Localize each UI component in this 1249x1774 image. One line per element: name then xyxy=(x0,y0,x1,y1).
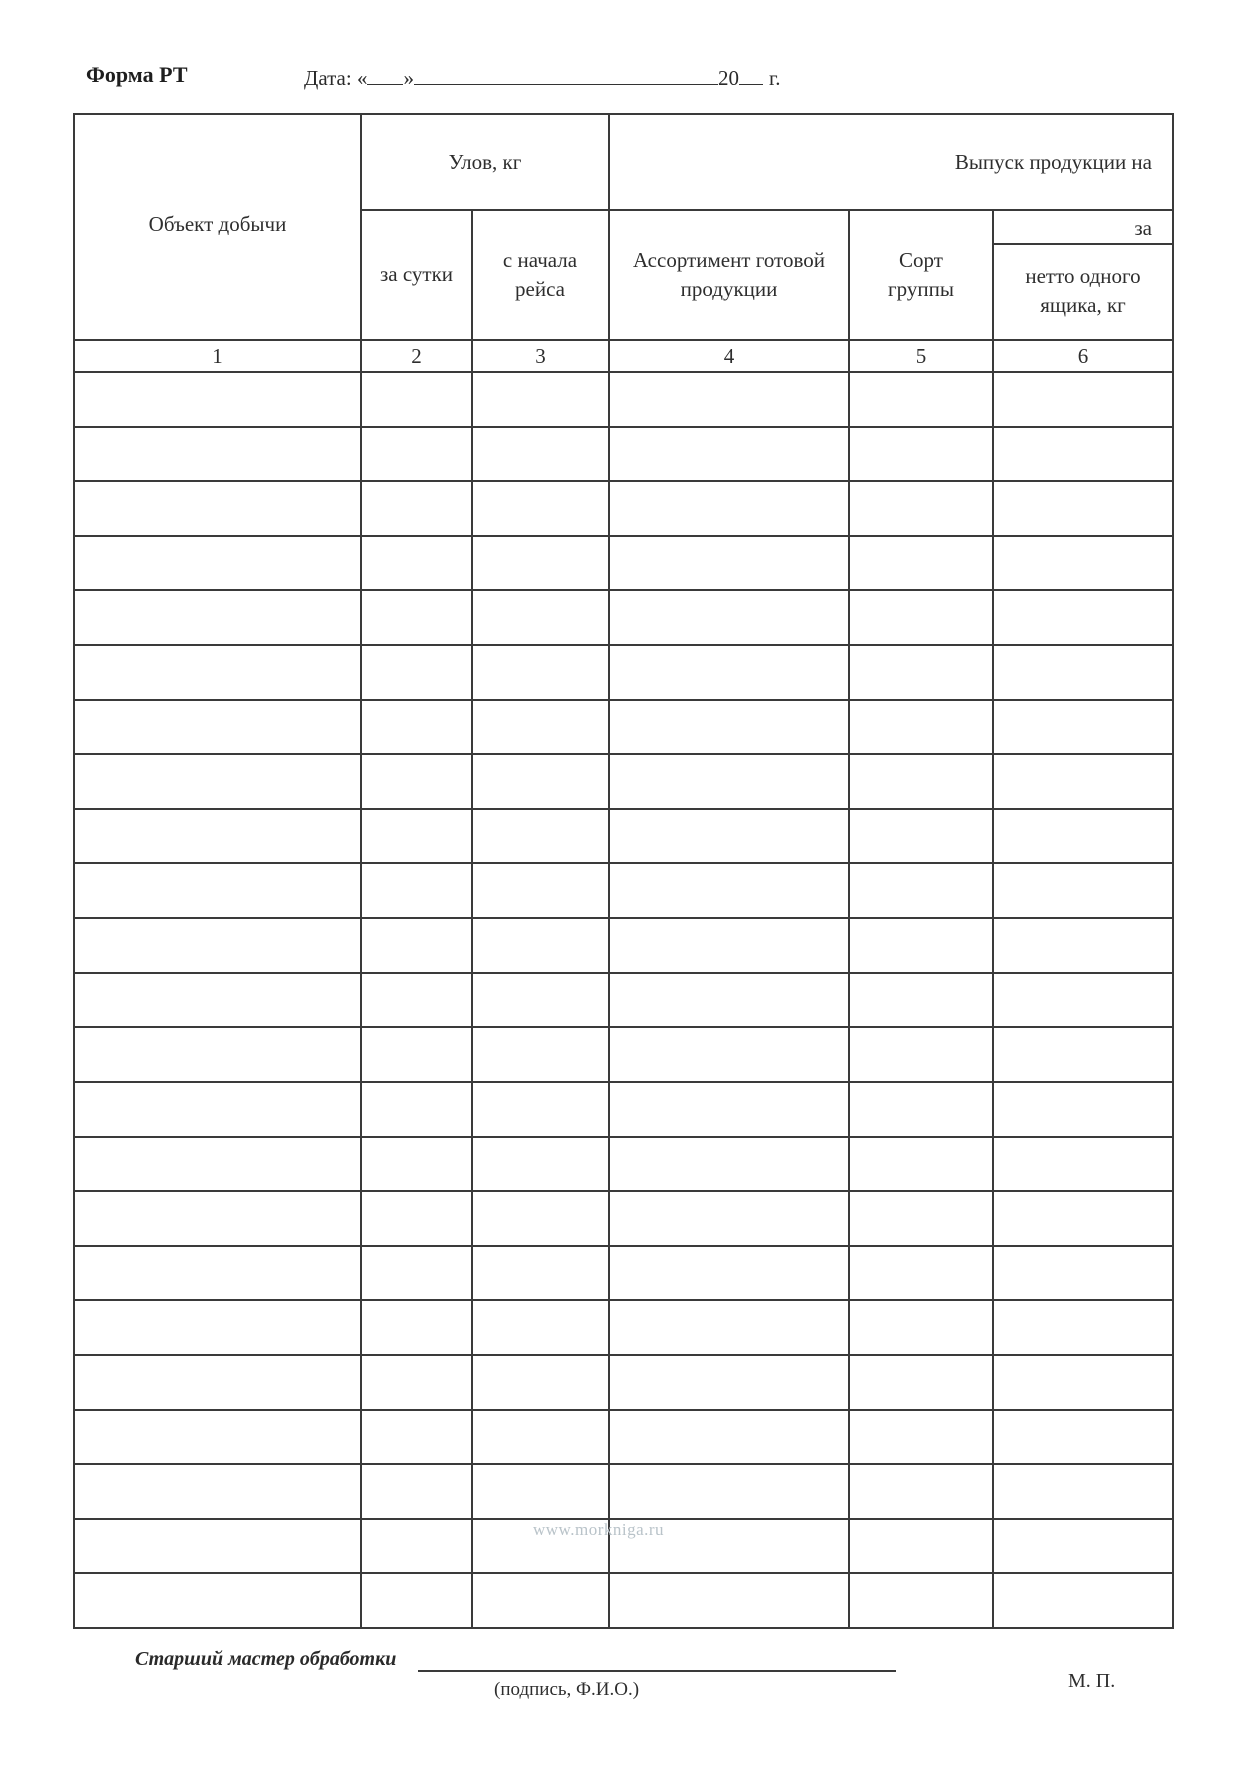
header-object: Объект добычи xyxy=(148,212,287,236)
month-blank[interactable] xyxy=(414,64,718,85)
table-row-line xyxy=(73,1463,1174,1465)
column-number: 5 xyxy=(915,344,927,368)
header-for-day: за сутки xyxy=(379,262,454,286)
column-number: 2 xyxy=(411,344,422,368)
signature-line[interactable] xyxy=(418,1670,896,1672)
header-output: Выпуск продукции на xyxy=(954,150,1152,174)
watermark: www.morkniga.ru xyxy=(533,1520,665,1539)
table-row-line xyxy=(73,808,1174,810)
signer-label: Старший мастер обработки xyxy=(135,1648,397,1670)
column-number: 4 xyxy=(723,344,735,368)
column-number: 1 xyxy=(212,344,223,368)
col-divider-5 xyxy=(992,210,994,1629)
col-divider-4 xyxy=(848,210,850,1629)
signature-caption: (подпись, Ф.И.О.) xyxy=(494,1679,640,1700)
table-row-line xyxy=(73,644,1174,646)
day-blank[interactable] xyxy=(367,64,403,85)
table-row-line xyxy=(73,1190,1174,1192)
year-prefix: 20 xyxy=(717,66,739,90)
header-from-start: с начала рейса xyxy=(502,248,578,301)
header-za: за xyxy=(1134,216,1152,240)
column-number: 6 xyxy=(1077,344,1089,368)
form-title: Форма РТ xyxy=(86,62,188,87)
table-row-line xyxy=(73,1299,1174,1301)
table-row-line xyxy=(73,1245,1174,1247)
date-field xyxy=(304,64,780,91)
table-row-line xyxy=(73,589,1174,591)
numbers-bottom-line xyxy=(73,371,1174,373)
table-row-line xyxy=(73,972,1174,974)
table-row-line xyxy=(73,1354,1174,1356)
table-row-line xyxy=(73,1136,1174,1138)
group-header-divider xyxy=(360,209,1174,211)
col-divider-2 xyxy=(471,210,473,1629)
table-row-line xyxy=(73,699,1174,701)
table-top-border xyxy=(73,113,1174,115)
table-row-line xyxy=(73,917,1174,919)
za-divider xyxy=(992,243,1174,245)
table-row-line xyxy=(73,535,1174,537)
table-row-line xyxy=(73,862,1174,864)
date-close-quote: » xyxy=(403,66,414,90)
year-blank[interactable] xyxy=(739,64,763,85)
header-catch: Улов, кг xyxy=(448,150,522,174)
column-number: 3 xyxy=(535,344,546,368)
year-suffix: г. xyxy=(768,66,781,90)
header-grade: Сорт группы xyxy=(888,248,954,301)
table-row-line xyxy=(73,480,1174,482)
header-net-box: нетто одного ящика, кг xyxy=(1025,264,1141,317)
table-row-line xyxy=(73,426,1174,428)
table-row-line xyxy=(73,753,1174,755)
header-assortment: Ассортимент готовой продукции xyxy=(633,248,825,301)
table-bottom-border xyxy=(73,1627,1174,1629)
stamp-label: М. П. xyxy=(1068,1670,1116,1692)
table-row-line xyxy=(73,1081,1174,1083)
date-label: Дата: « xyxy=(304,66,368,90)
table-row-line xyxy=(73,1572,1174,1574)
table-row-line xyxy=(73,1026,1174,1028)
table-row-line xyxy=(73,1409,1174,1411)
